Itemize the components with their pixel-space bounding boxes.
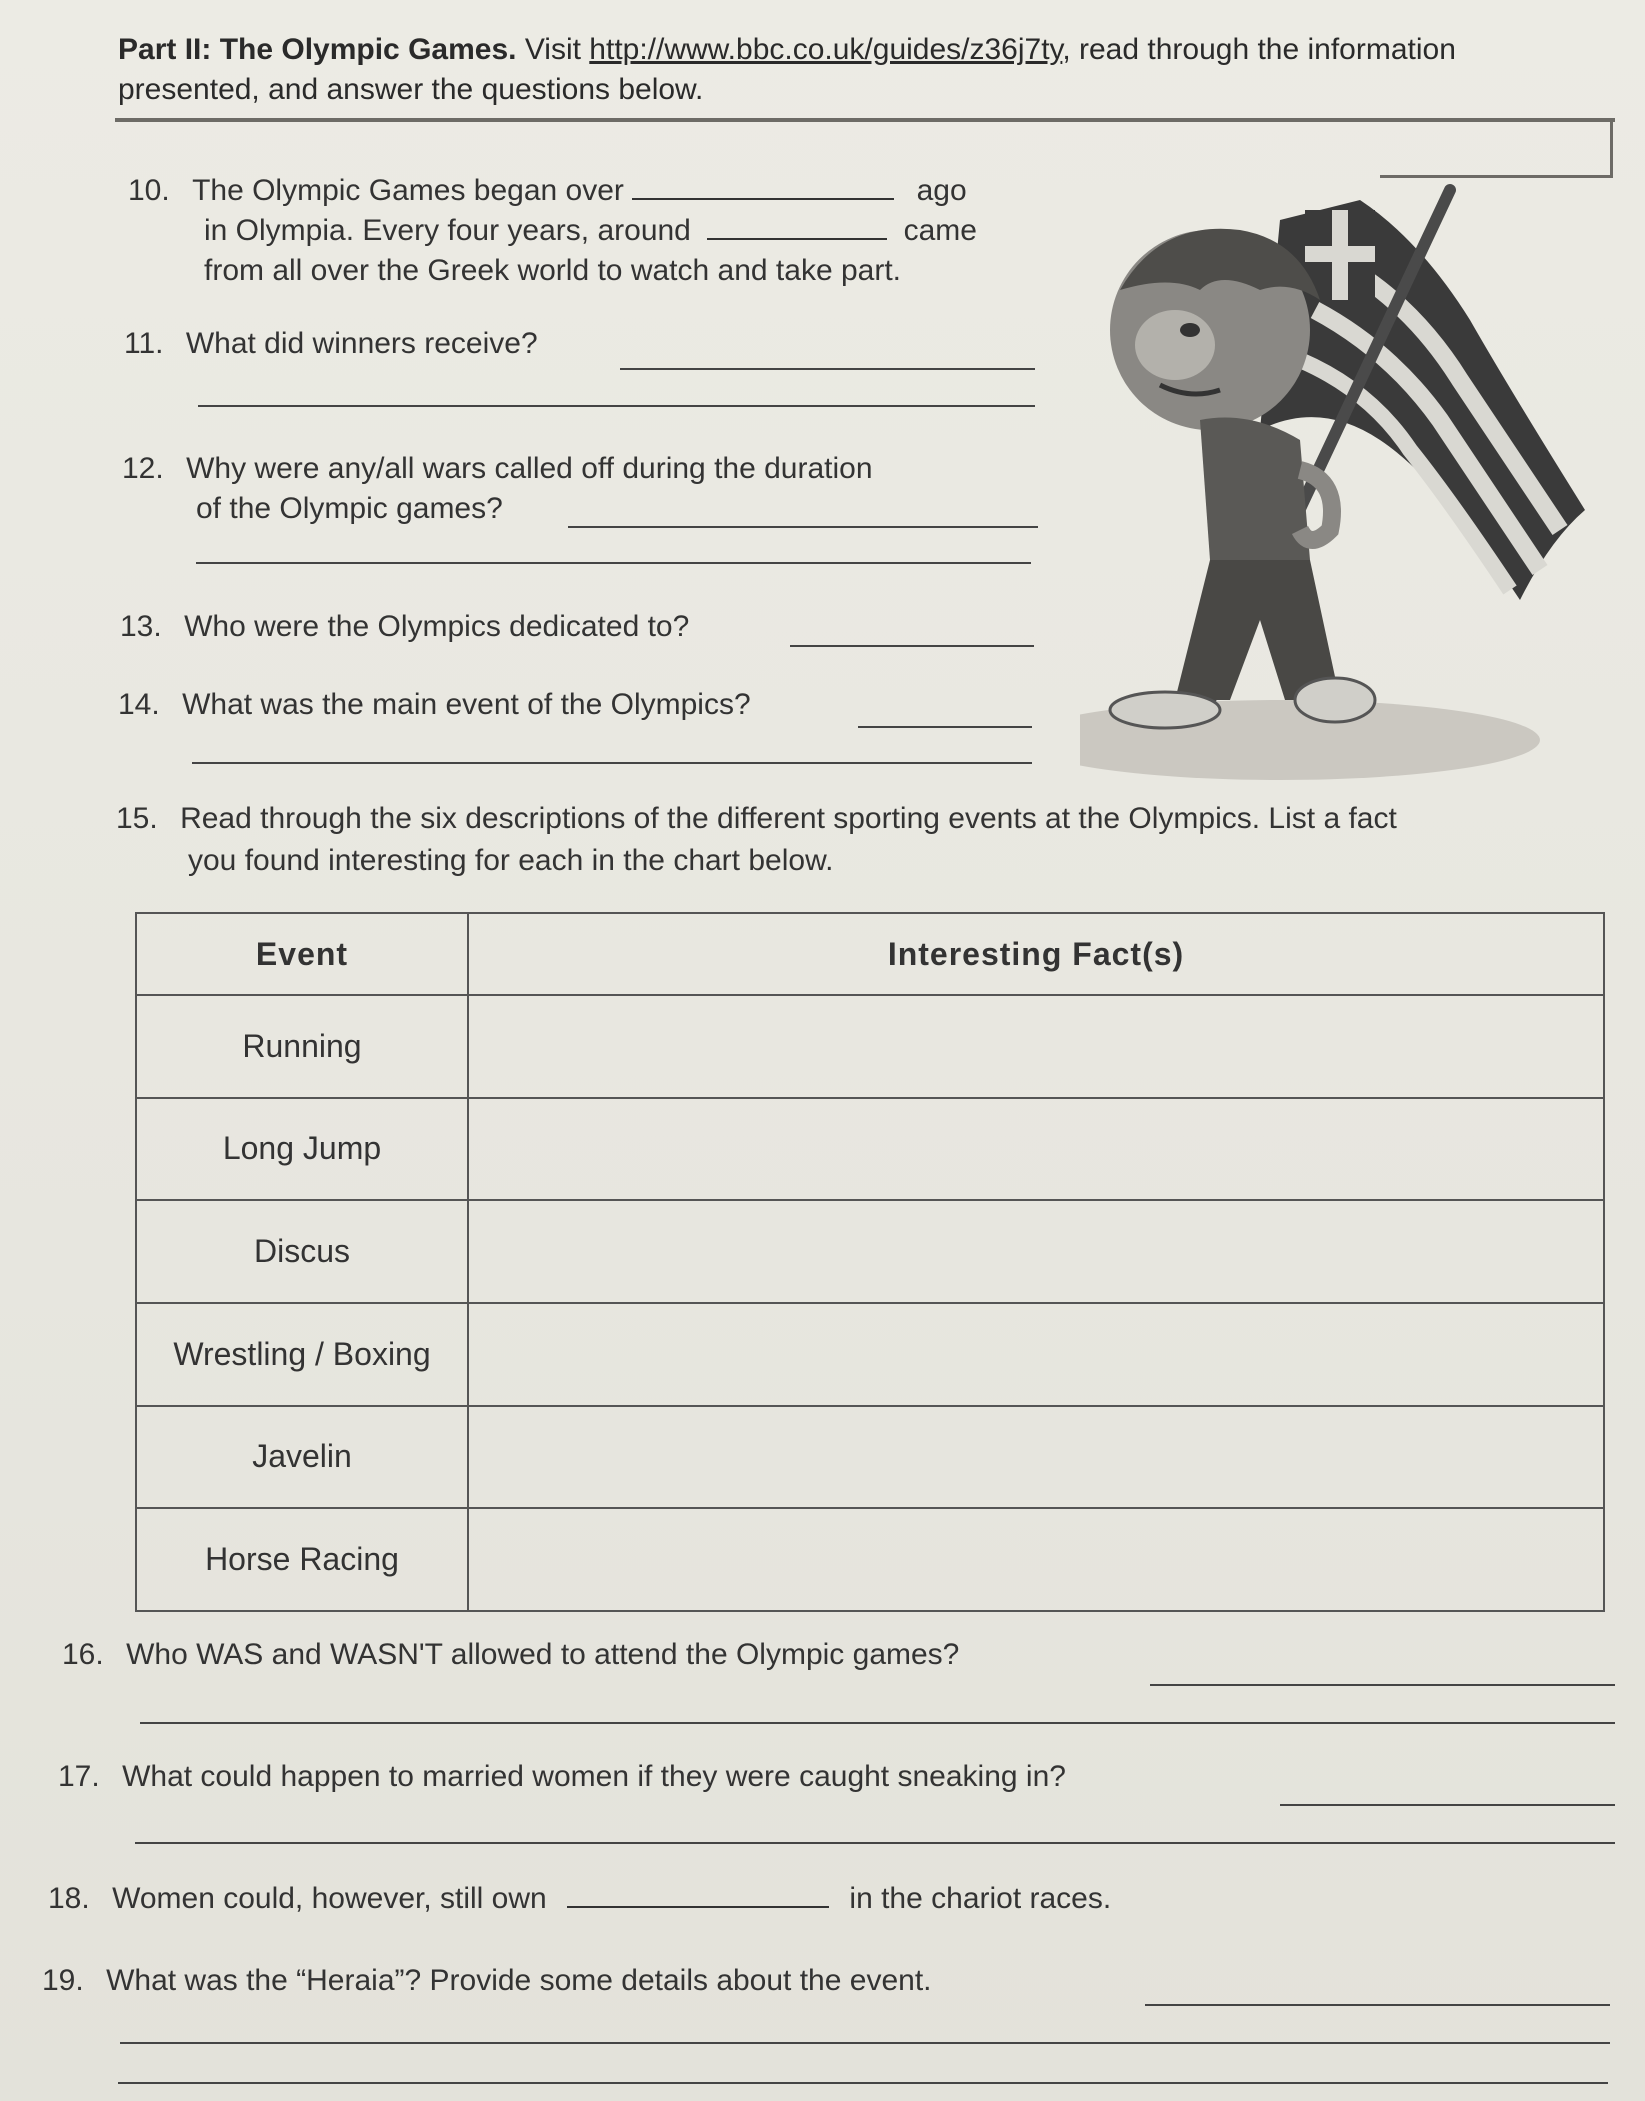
q12-answer-line-1[interactable] [568,526,1038,528]
header-box-bottom [1380,175,1613,178]
q19-answer-line-1[interactable] [1145,2004,1610,2006]
header-divider [115,118,1615,122]
question-13 [120,608,689,646]
question-11 [124,325,538,363]
q11-number: 11. [124,327,164,360]
q15-text-2: you found interesting for each in the chart below. [188,844,834,877]
q14-text: What was the main event of the Olympics? [182,688,751,721]
q10-blank-2[interactable] [707,212,887,240]
fact-cell-discus[interactable] [468,1200,1604,1303]
q17-number: 17. [58,1760,100,1793]
event-long-jump: Long Jump [136,1098,468,1201]
event-horse-racing: Horse Racing [136,1508,468,1611]
q16-answer-line-1[interactable] [1150,1684,1615,1686]
question-10 [128,172,967,210]
event-wrestling-boxing: Wrestling / Boxing [136,1303,468,1406]
q13-answer-line[interactable] [790,645,1034,647]
question-12 [122,450,873,488]
fact-column-header: Interesting Fact(s) [468,913,1604,995]
intro-pre: Visit [524,33,581,66]
q10-text-2: ago [916,174,967,207]
q11-text: What did winners receive? [185,327,538,360]
q11-answer-line-1[interactable] [620,368,1035,370]
fact-cell-javelin[interactable] [468,1406,1604,1509]
q12-text-1: Why were any/all wars called off during the duration [186,452,873,485]
q10-text-1: The Olympic Games began over [192,174,624,207]
q10-text-5: from all over the Greek world to watch and take part. [204,254,901,287]
event-column-header: Event [136,913,468,995]
table-row [136,995,1604,1098]
boy-pants [1175,560,1340,700]
fact-cell-long-jump[interactable] [468,1098,1604,1201]
question-16 [62,1636,959,1674]
events-chart [135,912,1605,1612]
q15-number: 15. [116,802,158,835]
q17-answer-line-1[interactable] [1280,1804,1615,1806]
q12-number: 12. [122,452,164,485]
part-title: Part II: The Olympic Games. [118,33,517,66]
q13-text: Who were the Olympics dedicated to? [184,610,690,643]
q18-blank[interactable] [567,1880,829,1908]
q19-answer-line-2[interactable] [120,2042,1610,2044]
q16-number: 16. [62,1638,104,1671]
q14-answer-line-1[interactable] [858,726,1032,728]
table-row [136,1303,1604,1406]
boy-flag-illustration [1080,180,1600,800]
table-row [136,1508,1604,1611]
question-14 [118,686,751,724]
boy-shirt [1200,418,1310,566]
event-discus: Discus [136,1200,468,1303]
q19-number: 19. [42,1964,84,1997]
q16-answer-line-2[interactable] [140,1722,1615,1724]
question-18 [48,1880,1111,1918]
intro-post: , read through the information presented, and answer the questions below. [118,33,1456,106]
q13-number: 13. [120,610,162,643]
q15-text-1: Read through the six descriptions of the different sporting events at the Olympics. List a fact [180,802,1397,835]
table-row [136,1200,1604,1303]
table-row [136,1406,1604,1509]
q10-text-3: in Olympia. Every four years, around [204,214,691,247]
bbc-guide-link[interactable]: http://www.bbc.co.uk/guides/z36j7ty [589,33,1063,66]
q17-answer-line-2[interactable] [135,1842,1615,1844]
part-header [118,30,1538,110]
fact-cell-running[interactable] [468,995,1604,1098]
q10-blank-1[interactable] [632,172,894,200]
q14-answer-line-2[interactable] [192,762,1032,764]
q18-text-1: Women could, however, still own [112,1882,547,1915]
q12-text-2: of the Olympic games? [196,492,503,525]
q16-text: Who WAS and WASN'T allowed to attend the Olympic games? [126,1638,960,1671]
left-shoe [1110,692,1220,728]
q18-text-2: in the chariot races. [849,1882,1112,1915]
question-17 [58,1758,1066,1796]
q10-text-4: came [903,214,977,247]
event-running: Running [136,995,468,1098]
fact-cell-horse-racing[interactable] [468,1508,1604,1611]
question-10-line-2 [204,212,977,250]
table-row [136,1098,1604,1201]
question-15 [116,800,1397,838]
fact-cell-wrestling-boxing[interactable] [468,1303,1604,1406]
q12-answer-line-2[interactable] [196,562,1031,564]
q17-text: What could happen to married women if they were caught sneaking in? [122,1760,1066,1793]
q14-number: 14. [118,688,160,721]
q18-number: 18. [48,1882,90,1915]
question-19 [42,1962,932,2000]
q19-text: What was the “Heraia”? Provide some details about the event. [106,1964,932,1997]
right-shoe [1295,678,1375,722]
q19-answer-line-3[interactable] [118,2082,1608,2084]
header-box-edge [1610,120,1613,178]
q10-number: 10. [128,174,170,207]
event-javelin: Javelin [136,1406,468,1509]
q11-answer-line-2[interactable] [198,405,1035,407]
